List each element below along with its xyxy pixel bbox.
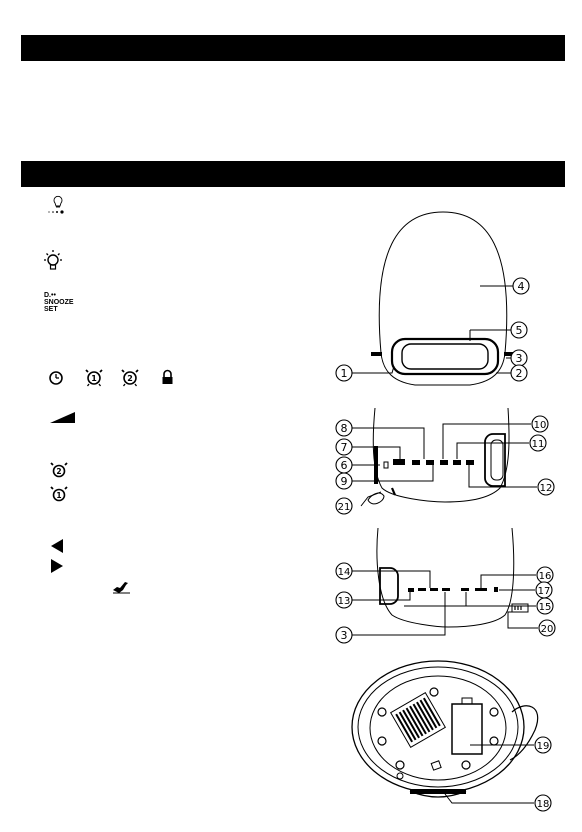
callout-3: [511, 350, 527, 366]
callout-2: [511, 365, 527, 381]
svg-text:4: 4: [517, 280, 525, 293]
svg-text:9: 9: [340, 475, 348, 488]
back-top-view-figure: [352, 408, 537, 506]
svg-text:1: 1: [56, 491, 62, 500]
svg-text:12: 12: [539, 483, 553, 494]
dimmer-text: D.••: [44, 292, 56, 299]
snooze-text: SNOOZE: [44, 299, 74, 306]
svg-text:20: 20: [540, 624, 554, 635]
callout-8: [336, 420, 352, 436]
callout-3-lower: [336, 627, 352, 643]
svg-text:18: 18: [536, 799, 550, 810]
callout-1: [336, 365, 352, 381]
callout-11: [530, 435, 546, 451]
callout-14: [336, 563, 352, 579]
callout-13: [336, 592, 352, 608]
callout-19: [535, 737, 551, 753]
bottom-view-figure: [352, 661, 538, 803]
svg-text:8: 8: [340, 422, 348, 435]
callout-15: [537, 598, 553, 614]
svg-text:14: 14: [337, 567, 351, 578]
svg-text:16: 16: [538, 571, 552, 582]
callout-10: [532, 416, 548, 432]
svg-text:13: 13: [337, 596, 351, 607]
callout-17: [536, 582, 552, 598]
callout-16: [537, 567, 553, 583]
set-text: SET: [44, 306, 58, 313]
svg-text:5: 5: [515, 324, 523, 337]
svg-text:21: 21: [337, 502, 351, 513]
svg-text:3: 3: [515, 352, 523, 365]
callout-9: [336, 473, 352, 489]
svg-text:11: 11: [531, 439, 545, 450]
svg-text:2: 2: [515, 367, 523, 380]
svg-text:7: 7: [340, 441, 348, 454]
front-view-figure: [352, 212, 515, 385]
svg-text:1: 1: [91, 374, 97, 383]
callout-12: [538, 479, 554, 495]
svg-text:15: 15: [538, 602, 552, 613]
svg-text:10: 10: [533, 420, 547, 431]
callout-6: [336, 457, 352, 473]
callout-21: [336, 498, 352, 514]
svg-text:6: 6: [340, 459, 348, 472]
callout-5: [511, 322, 527, 338]
svg-text:2: 2: [56, 467, 62, 476]
callout-4: [513, 278, 529, 294]
callout-7: [336, 439, 352, 455]
back-lower-view-figure: [352, 528, 538, 635]
svg-text:1: 1: [340, 367, 348, 380]
svg-text:3: 3: [340, 629, 348, 642]
callout-18: [535, 795, 551, 811]
svg-text:2: 2: [127, 374, 133, 383]
callout-20: [539, 620, 555, 636]
svg-text:19: 19: [536, 741, 550, 752]
svg-text:17: 17: [537, 586, 551, 597]
